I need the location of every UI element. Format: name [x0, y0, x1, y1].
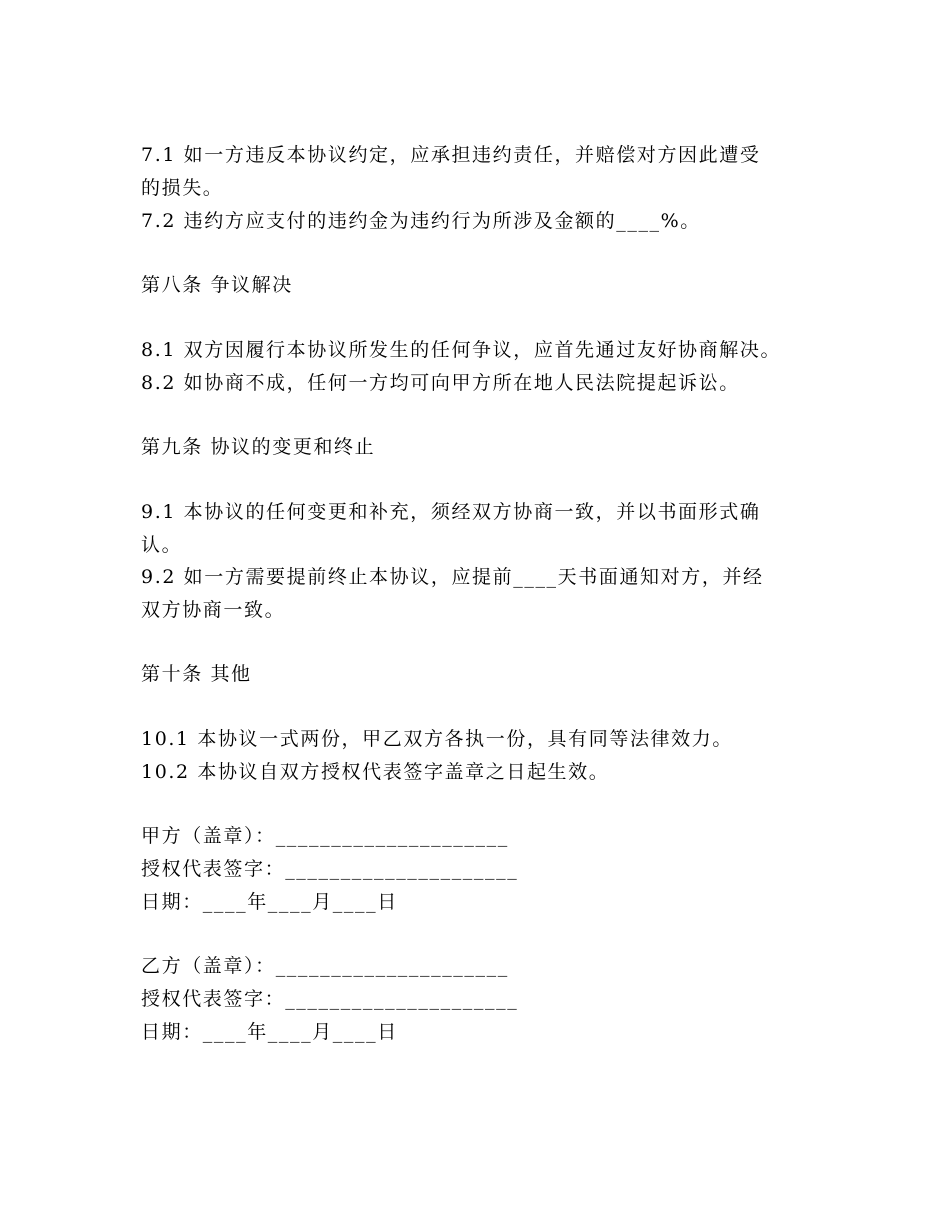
clause-7-2-line-1: 7.2 违约方应支付的违约金为违约行为所涉及金额的____%。 [141, 210, 701, 232]
clause-8-2-line-1: 8.2 如协商不成，任何一方均可向甲方所在地人民法院提起诉讼。 [141, 372, 740, 394]
clause-9-1-line-2: 认。 [141, 534, 183, 556]
clause-9-1-line-1: 9.1 本协议的任何变更和补充，须经双方协商一致，并以书面形式确 [141, 501, 761, 523]
clause-9-2-line-1: 9.2 如一方需要提前终止本协议，应提前____天书面通知对方，并经 [141, 566, 764, 588]
article-9-heading: 第九条 协议的变更和终止 [141, 436, 376, 458]
party-b-signature-line: 授权代表签字：_____________________ [141, 988, 519, 1010]
article-8-heading: 第八条 争议解决 [141, 274, 293, 296]
party-a-seal-line: 甲方（盖章）：_____________________ [141, 825, 509, 847]
clause-10-2-line-1: 10.2 本协议自双方授权代表签字盖章之日起生效。 [141, 761, 610, 783]
party-a-date-line: 日期：____年____月____日 [141, 891, 398, 913]
party-b-seal-line: 乙方（盖章）：_____________________ [141, 955, 509, 977]
clause-7-1-line-2: 的损失。 [141, 177, 224, 199]
clause-8-1-line-1: 8.1 双方因履行本协议所发生的任何争议，应首先通过友好协商解决。 [141, 339, 782, 361]
clause-9-2-line-2: 双方协商一致。 [141, 599, 286, 621]
party-a-signature-line: 授权代表签字：_____________________ [141, 858, 519, 880]
clause-7-1-line-1: 7.1 如一方违反本协议约定，应承担违约责任，并赔偿对方因此遭受 [141, 144, 761, 166]
article-10-heading: 第十条 其他 [141, 663, 252, 685]
clause-10-1-line-1: 10.1 本协议一式两份，甲乙双方各执一份，具有同等法律效力。 [141, 728, 733, 750]
party-b-date-line: 日期：____年____月____日 [141, 1021, 398, 1043]
